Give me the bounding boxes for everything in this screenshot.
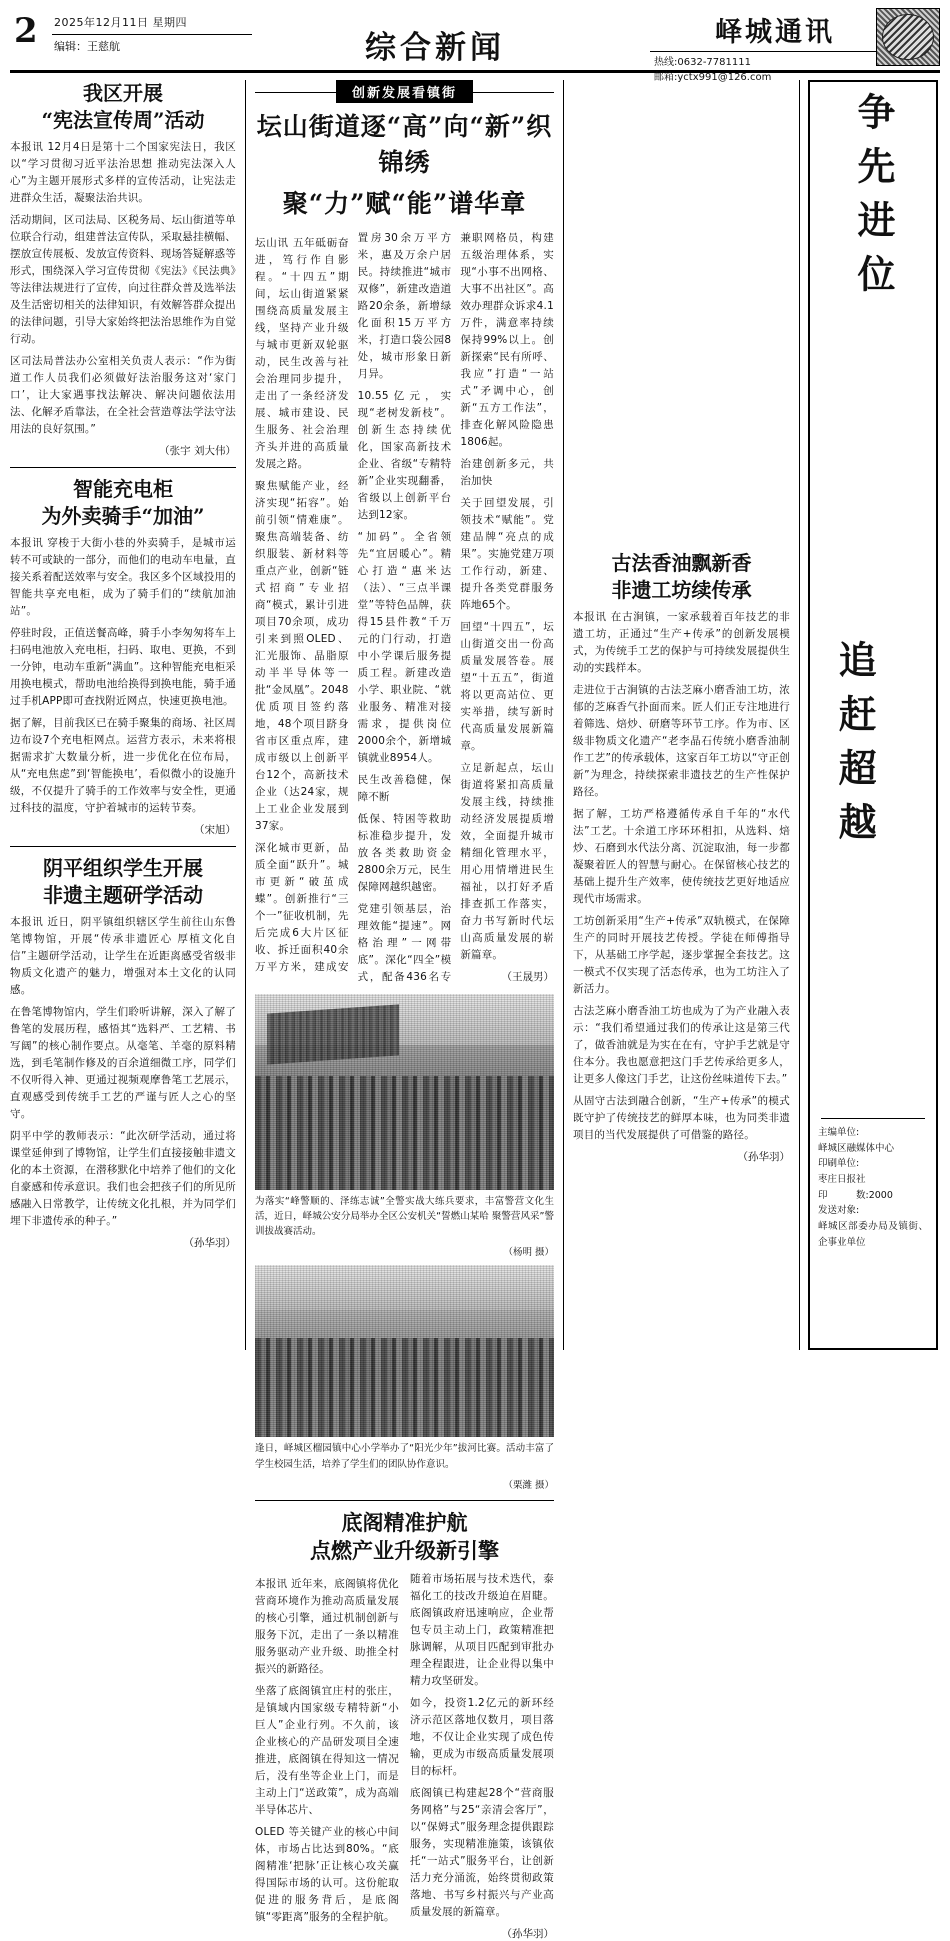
article-paragraph: 本报讯 穿梭于大街小巷的外卖骑手，是城市运转不可或缺的一部分，而他们的电动车电量，直接关系着配送效率与安全。我区多个区域投用的智能共享充电柜，成为了骑手们的“续航加油站”。	[10, 537, 236, 617]
photo-tug-of-war	[255, 1265, 554, 1437]
issue-value: 峄城区部委办局及镇街、企事业单位	[818, 1221, 928, 1248]
article-sesame-oil-workshop	[573, 550, 790, 1164]
article-paragraph: 工坊创新采用“生产+传承”双轨模式，在保障生产的同时开展技艺传授。学徒在师傅指导下，从基础工序学起，逐步掌握全套技艺。这一模式不仅实现了活态传承，也为工坊注入了新活力。	[573, 915, 790, 995]
article-byline: （孙华羽）	[737, 1151, 790, 1163]
feature-paragraph: 立足新起点，坛山街道将紧扣高质量发展主线，持续推动经济发展提质增效，全面提升城市精细化管理水平，用心用情增进民生福祉，以打好矛盾排查抓工作落实，奋力书写新时代坛山高质量发展的崭新篇章。	[460, 761, 554, 961]
hotline-text: 热线:0632-7781111	[654, 57, 751, 68]
slogan-text-2: 追赶超越	[832, 640, 878, 856]
section-divider	[10, 467, 236, 468]
article-paragraph: 走进位于古涧镇的古法芝麻小磨香油工坊，浓郁的芝麻香气扑面而来。匠人们正专注地进行着筛选、焙炒、研磨等环节工序。作为市、区级非物质文化遗产“老李晶石传统小磨香油制作工艺”的传承载体，这家百年工坊以“守正创新”为理念，持续探索非遗技艺的生产性保护路径。	[573, 684, 790, 798]
photo-caption: 逢日，峄城区榴园镇中心小学举办了“阳光少年”拔河比赛。活动丰富了学生校园生活，培养了学生们的团队协作意识。	[255, 1443, 554, 1470]
section-divider	[255, 1500, 554, 1501]
feature-banner	[255, 80, 554, 103]
banner-label: 创新发展看镇街	[336, 80, 473, 103]
article-headline: 底阁精准护航	[341, 1509, 468, 1535]
slogan-text-1: 争先进位	[850, 92, 896, 308]
photo-texture	[255, 1265, 554, 1437]
photo-caption: 为落实“峰警顺的、泽练志诚”全警实战大练兵要求，丰富警营文化生活，近日，峄城公安分局举办全区公安机关“誓燃山某哈 聚警营风采”警训拔战赛活动。	[255, 1195, 554, 1238]
article-paragraph: 坐落了底阁镇宜庄村的张庄，是镇域内国家级专精特新“小巨人”企业行列。不久前，该企业核心的产品研发项目全速推进，底阁镇在得知这一情况后，没有坐等企业上门，而是主动上门“送政策”，成为高端半导体芯片、	[255, 1685, 399, 1817]
article-paragraph: 区司法局普法办公室相关负责人表示：“作为街道工作人员我们必须做好法治服务这对‘家门口’，让大家遇事找法解决、解决问题依法用法、化解矛盾靠法，在全社会营造尊法学法守法用法的良好氛围。”	[10, 355, 236, 435]
email-text: 邮箱:yctx991@126.com	[654, 72, 772, 83]
feature-byline: （王晟男）	[501, 970, 554, 983]
article-body	[255, 1571, 554, 1941]
feature-paragraph: 关于回望发展，引领技术“赋能”。党建品牌“亮点的成果”。实施党建万项工作行动，新建、提升各类党群服务阵地65个。	[460, 496, 554, 611]
feature-paragraph: 低保、特困等救助标准稳步提升，发放各类救助资金2800余万元，民生保障网越织越密。	[357, 812, 452, 893]
article-constitution-week	[10, 80, 236, 458]
article-headline-2: 非遗工坊续传承	[611, 578, 752, 602]
issue-label: 发送对象:	[818, 1205, 860, 1217]
article-headline: 阴平组织学生开展	[43, 856, 203, 880]
article-paragraph: 如今，投资1.2亿元的新环经济示范区落地仅数月，项目落地，不仅让企业实现了成色传输，更成为市级高质量发展项目的标杆。	[410, 1697, 554, 1778]
article-byline: （张宇 刘大伟）	[159, 445, 236, 457]
article-byline: （孙华羽）	[501, 1928, 554, 1941]
article-paragraph: 在鲁笔博物馆内，学生们聆听讲解，深入了解了鲁笔的发展历程，感悟其“选料严、工艺精、书写阔”的核心制作要点。从毫笔、羊毫的原料精选，到毛笔制作修及的百余道细微工序，同学们不仅听得入神、更通过视频观摩鲁笔工艺展示，直观感受到传统手工艺的严谨与匠人之心的坚守。	[10, 1006, 236, 1120]
article-paragraph: 从固守古法到融合创新，“生产+传承”的模式既守护了传统技艺的鲜厚本味，也为同类非遗项目的当代发展提供了可借鉴的路径。	[573, 1095, 790, 1141]
feature-body	[255, 230, 554, 986]
article-paragraph: 古法芝麻小磨香油工坊也成为了为产业融入表示：“我们希望通过我们的传承让这是第三代了，做香油就是为实在在有，守护手艺就是守住本分。我也愿意把这门手艺传承给更多人，让更多人像这门手艺，让这份丝味道传下去。”	[573, 1005, 790, 1085]
article-yinping-study-tour	[10, 855, 236, 1250]
seal-emblem-icon	[876, 8, 940, 66]
print-label: 印刷单位:	[818, 1158, 860, 1170]
photo-credit: （栗潍 摄）	[503, 1479, 554, 1491]
feature-paragraph: 回望“十四五”，坛山街道交出一份高质量发展答卷。展望“十五五”，街道将以更高站位、更实举措，续写新时代高质量发展新篇章。	[460, 620, 554, 752]
seal-inner-icon	[882, 14, 934, 60]
feature-paragraph: “加码”。全省领先“宜居暖心”。精心打造“惠米达（法）、“三点半课堂”等特色品牌，获得15县件教“千万元的门行动，打造中小学课后服务提质工程。新建改造小学、职业院、“就业服务、精准对接需求，提供岗位2000余个，新增城镇就业8954人。	[357, 530, 452, 764]
section-title: 综合新闻	[365, 30, 505, 66]
masthead-right	[610, 8, 940, 85]
feature-paragraph: 10.55亿元，实现“老树发新枝”。创新生态持续优化，国家高新技术企业、省级“专精特新”企业实现翻番，省级以上创新平台达到12家。	[357, 389, 452, 521]
article-paragraph: 阴平中学的教师表示：“此次研学活动，通过将课堂延伸到了博物馆，让学生们直接接触非遗文化的本土资源，在潜移默化中培养了他们的文化自豪感和传承意识。我们也会把孩子们的所见所感融入日常教学，让传统文化扎根，并为同学们埋下非遗传承的种子。”	[10, 1130, 236, 1227]
article-headline: 我区开展	[83, 81, 163, 105]
article-paragraph: OLED 等关键产业的核心中间体，市场占比达到80%。“底阁精准‘把脉’正让核心攻关赢得国际市场的认可。这份舵取促进的服务背后，是底阁镇“零距离”服务的全程护航。	[255, 1826, 399, 1924]
article-paragraph: 本报讯 近日，阴平镇组织辖区学生前往山东鲁笔博物馆，开展“传承非遗匠心 厚植文化自信”主题研学活动，让学生在近距离感受省级非物质文化遗产的魅力，增强对本土文化的认同感。	[10, 916, 236, 996]
article-paragraph: 本报讯 近年来，底阁镇将优化营商环境作为推动高质量发展的核心引擎，通过机制创新与服务下沉，走出了一条以精准服务驱动产业升级、助推全村振兴的新路径。	[255, 1578, 399, 1676]
feature-headline-1: 坛山街道逐“高”向“新”织锦绣	[256, 112, 553, 178]
article-headline-2: 为外卖骑手“加油”	[41, 504, 205, 528]
section-divider	[10, 846, 236, 847]
article-headline-2: 非遗主题研学活动	[43, 883, 203, 907]
column-center	[246, 80, 564, 1941]
photo-police-drill	[255, 994, 554, 1190]
article-headline: 古法香油飘新香	[611, 551, 752, 575]
article-byline: （宋旭）	[194, 824, 236, 836]
article-paragraph: 底阁镇已构建起28个“营商服务网格”与25“亲清会客厅”，以“保姆式”服务理念提供跟踪服务，实现精准施策，该镇依托“一站式”服务平台，让创新活力充分涌流，始终贯彻政策落地、书写乡村振兴与产业高质量发展的新篇章。	[410, 1787, 554, 1919]
brand-divider	[650, 51, 900, 52]
column-right	[564, 80, 800, 1350]
photo-texture	[255, 994, 554, 1190]
newspaper-brand: 峄城通讯	[715, 17, 835, 48]
photo-block-police-drill	[255, 994, 554, 1259]
masthead-divider	[52, 34, 252, 35]
imprint-divider	[821, 1118, 926, 1119]
article-headline-2: “宪法宣传周”活动	[41, 108, 205, 132]
feature-paragraph: 治建创新多元，共治加快	[460, 457, 554, 487]
article-paragraph: 活动期间，区司法局、区税务局、坛山街道等单位联合行动，组建普法宣传队，采取悬挂横幅、摆放宣传展板、发放宣传资料、现场答疑解惑等形式，围绕深入学习宣传贯彻《宪法》《民法典》等法律法规进行了宣传，向过往群众普及选举法及生活密切相关的法律知识，有效解答群众提出的法律问题，引导大家始终把法治思维作为自觉行动。	[10, 214, 236, 345]
sponsor-value: 峄城区融媒体中心	[818, 1142, 895, 1154]
article-paragraph: 本报讯 在古涧镇，一家承载着百年技艺的非遗工坊，正通过“生产+传承”的创新发展模式，为传统手工艺的保护与可持续发展提供生动的实践样本。	[573, 611, 790, 674]
article-paragraph: 停驻时段，正值送餐高峰，骑手小李匆匆将车上扫码电池放入充电柜，扫码、取电、更换，不到一分钟，电动车重新“满血”。这种智能充电柜采用换电模式，帮助电池给换得到换电能，骑手通过手机APP即可查找附近网点，快速更换电池。	[10, 627, 236, 707]
feature-paragraph: 党建引领基层，治理效能“提速”。网格治理”一网带底”。深化“四全”模式，配备436名专兼职网格员，构建五级治理体系，实现“小事不出网格、大事不出社区”。高效办理群众诉求4.1万件，满意率持续保持99%以上。创新探索“民有所呼、我应”打造“一站式”矛调中心，创新“五方工作法”，排查化解风险隐患1806起。	[357, 231, 554, 983]
article-headline: 智能充电柜	[73, 477, 173, 501]
masthead	[10, 8, 940, 83]
feature-paragraph: 聚焦赋能产业，经济实现“拓容”。始前引领“情难康”。聚焦高端装备、纺织服装、新材料等重点产业，创新“链式招商”专业招商“模式，累计引进项目70余项，成功引来到照OLED、汇光服饰、晶脂原动半半导体等一批“金凤凰”。2048优质项目签约落地，48个项目跻身省市区重点库，建成市级以上创新平台12个，高新技术企业（达24家，规上工业企业发展到37家。	[255, 479, 349, 832]
print-value: 枣庄日报社	[818, 1174, 866, 1186]
slogan-text-2-wrap	[774, 640, 934, 856]
feature-paragraph: 民生改善稳健，保障不断	[357, 773, 452, 803]
photo-credit: （杨明 摄）	[503, 1247, 554, 1259]
article-charging-cabinet	[10, 476, 236, 837]
article-dige-industry	[255, 1509, 554, 1941]
photo-block-tug-of-war	[255, 1265, 554, 1490]
publication-date: 2025年12月11日 星期四	[54, 16, 187, 29]
editor-credit: 编辑：王慈航	[54, 40, 120, 53]
feature-paragraph: 深化城市更新，品质全面“跃升”。城市更新“破茧成蝶”。创新推行“三个一”征收机制，先后完成6大片区征收、拆迁面积40余万平方米，建成安置房30余万平方米，惠及万余户居民。持续推进“城市双修”，新建改造道路20余条，新增绿化面积15万平方米，打造口袋公园8处，城市形象日新月异。	[255, 231, 452, 973]
column-left	[10, 80, 246, 1350]
article-headline-2: 点燃产业升级新引擎	[310, 1538, 499, 1564]
article-paragraph: 据了解，目前我区已在骑手聚集的商场、社区周边布设7个充电柜网点。运营方表示，未来将根据需求扩大数量分析，进一步优化在位布局，从“充电焦虑”到‘智能换电’，看似微小的设施升级，不仅提升了骑手的工作效率与安全性，更通过科技的温度，守护着城市的运转节奏。	[10, 717, 236, 814]
column-right-spacer	[573, 80, 790, 550]
page-number: 2	[14, 11, 38, 51]
article-paragraph: 据了解，工坊严格遵循传承自千年的“水代法”工艺。十余道工序环环相扣，从选料、焙炒、石磨到水代法分离、沉淀取油，每一步都凝聚着匠人的智慧与耐心。在保留核心技艺的基础上提升生产效率，使传统技艺更好地适应现代市场需求。	[573, 808, 790, 905]
article-paragraph: 本报讯 12月4日是第十二个国家宪法日，我区以“学习贯彻习近平法治思想 推动宪法深入人心”为主题开展形式多样的宣传活动，让宪法走进群众生活，凝聚法治共识。	[10, 141, 236, 204]
article-byline: （孙华羽）	[183, 1237, 236, 1249]
sponsor-label: 主编单位:	[818, 1127, 860, 1138]
feature-paragraph: 坛山讯 五年砥砺奋进，笃行作自影程。“十四五”期间，坛山街道紧紧围绕高质量发展主线，坚持产业升级与城市更新双轮驱动，民生改善与社会治理同步提升，走出了一条经济发展、城市建设、民生服务、社会治理齐头并进的高质量发展之路。	[255, 236, 349, 470]
imprint-block	[816, 1125, 930, 1250]
article-paragraph: 随着市场拓展与技术迭代，泰福化工的技改升级迫在眉睫。底阁镇政府迅速响应，企业帮包专员主动上门，政策精准把脉调解，从项目匹配到审批办理全程跟进，让企业得以集中精力攻坚研发。	[410, 1573, 554, 1688]
print-quantity: 印 数:2000	[818, 1189, 893, 1201]
feature-headline-2: 聚“力”赋“能”谱华章	[282, 188, 527, 218]
